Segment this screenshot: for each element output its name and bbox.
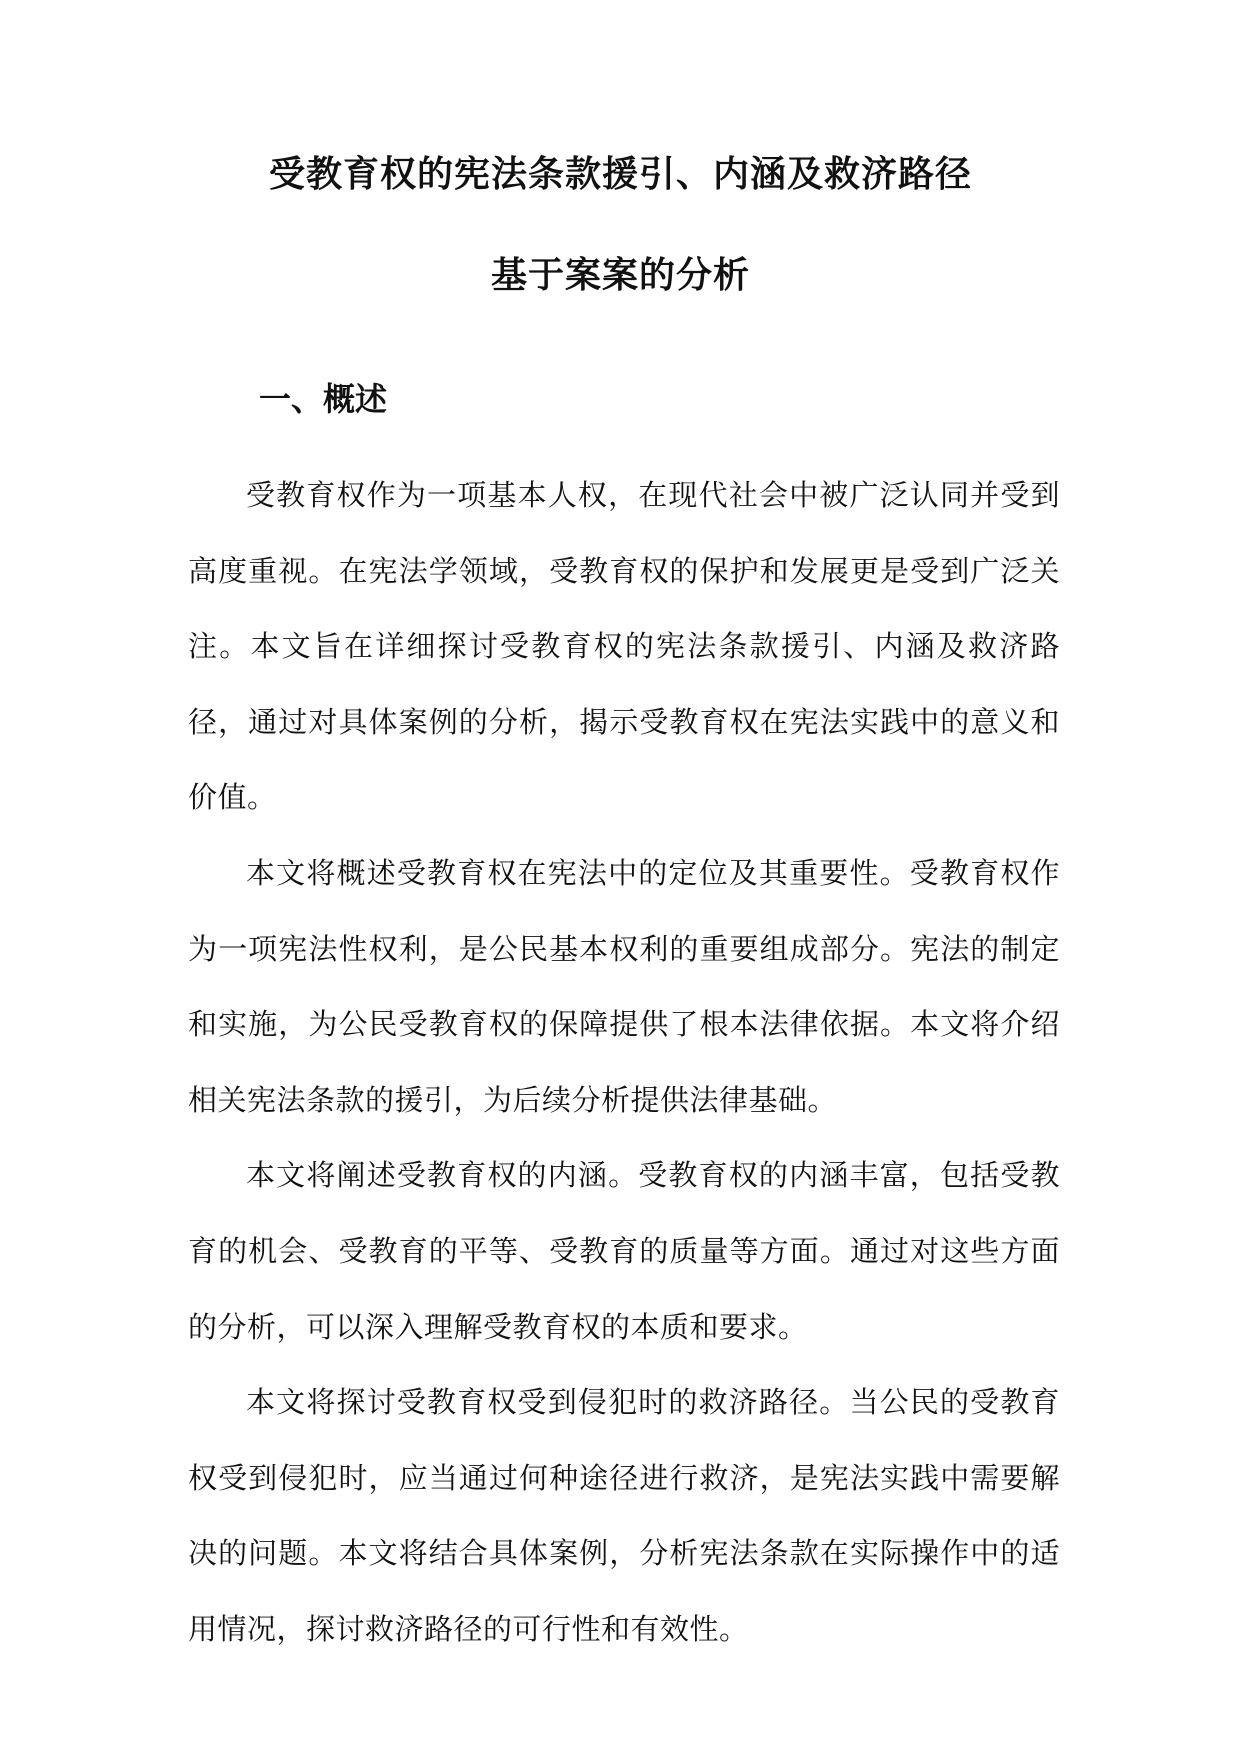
paragraph-1: 受教育权作为一项基本人权，在现代社会中被广泛认同并受到高度重视。在宪法学领域，受教育权的保护和发展更是受到广泛关注。本文旨在详细探讨受教育权的宪法条款援引、内涵及救济路径，通过对具体案例的分析，揭示受教育权在宪法实践中的意义和价值。: [188, 478, 1060, 815]
document-body: [188, 458, 1060, 1668]
paragraph-4: 本文将探讨受教育权受到侵犯时的救济路径。当公民的受教育权受到侵犯时，应当通过何种途径进行救济，是宪法实践中需要解决的问题。本文将结合具体案例，分析宪法条款在实际操作中的适用情况，探讨救济路径的可行性和有效性。: [188, 1385, 1060, 1646]
document-title: 受教育权的宪法条款援引、内涵及救济路径: [268, 153, 972, 195]
document-subtitle: 基于案案的分析: [490, 254, 750, 296]
section-heading: 一、概述: [259, 380, 388, 418]
paragraph-3: 本文将阐述受教育权的内涵。受教育权的内涵丰富，包括受教育的机会、受教育的平等、受教育的质量等方面。通过对这些方面的分析，可以深入理解受教育权的本质和要求。: [188, 1158, 1060, 1344]
paragraph-2: 本文将概述受教育权在宪法中的定位及其重要性。受教育权作为一项宪法性权利，是公民基本权利的重要组成部分。宪法的制定和实施，为公民受教育权的保障提供了根本法律依据。本文将介绍相关宪法条款的援引，为后续分析提供法律基础。: [188, 855, 1060, 1117]
